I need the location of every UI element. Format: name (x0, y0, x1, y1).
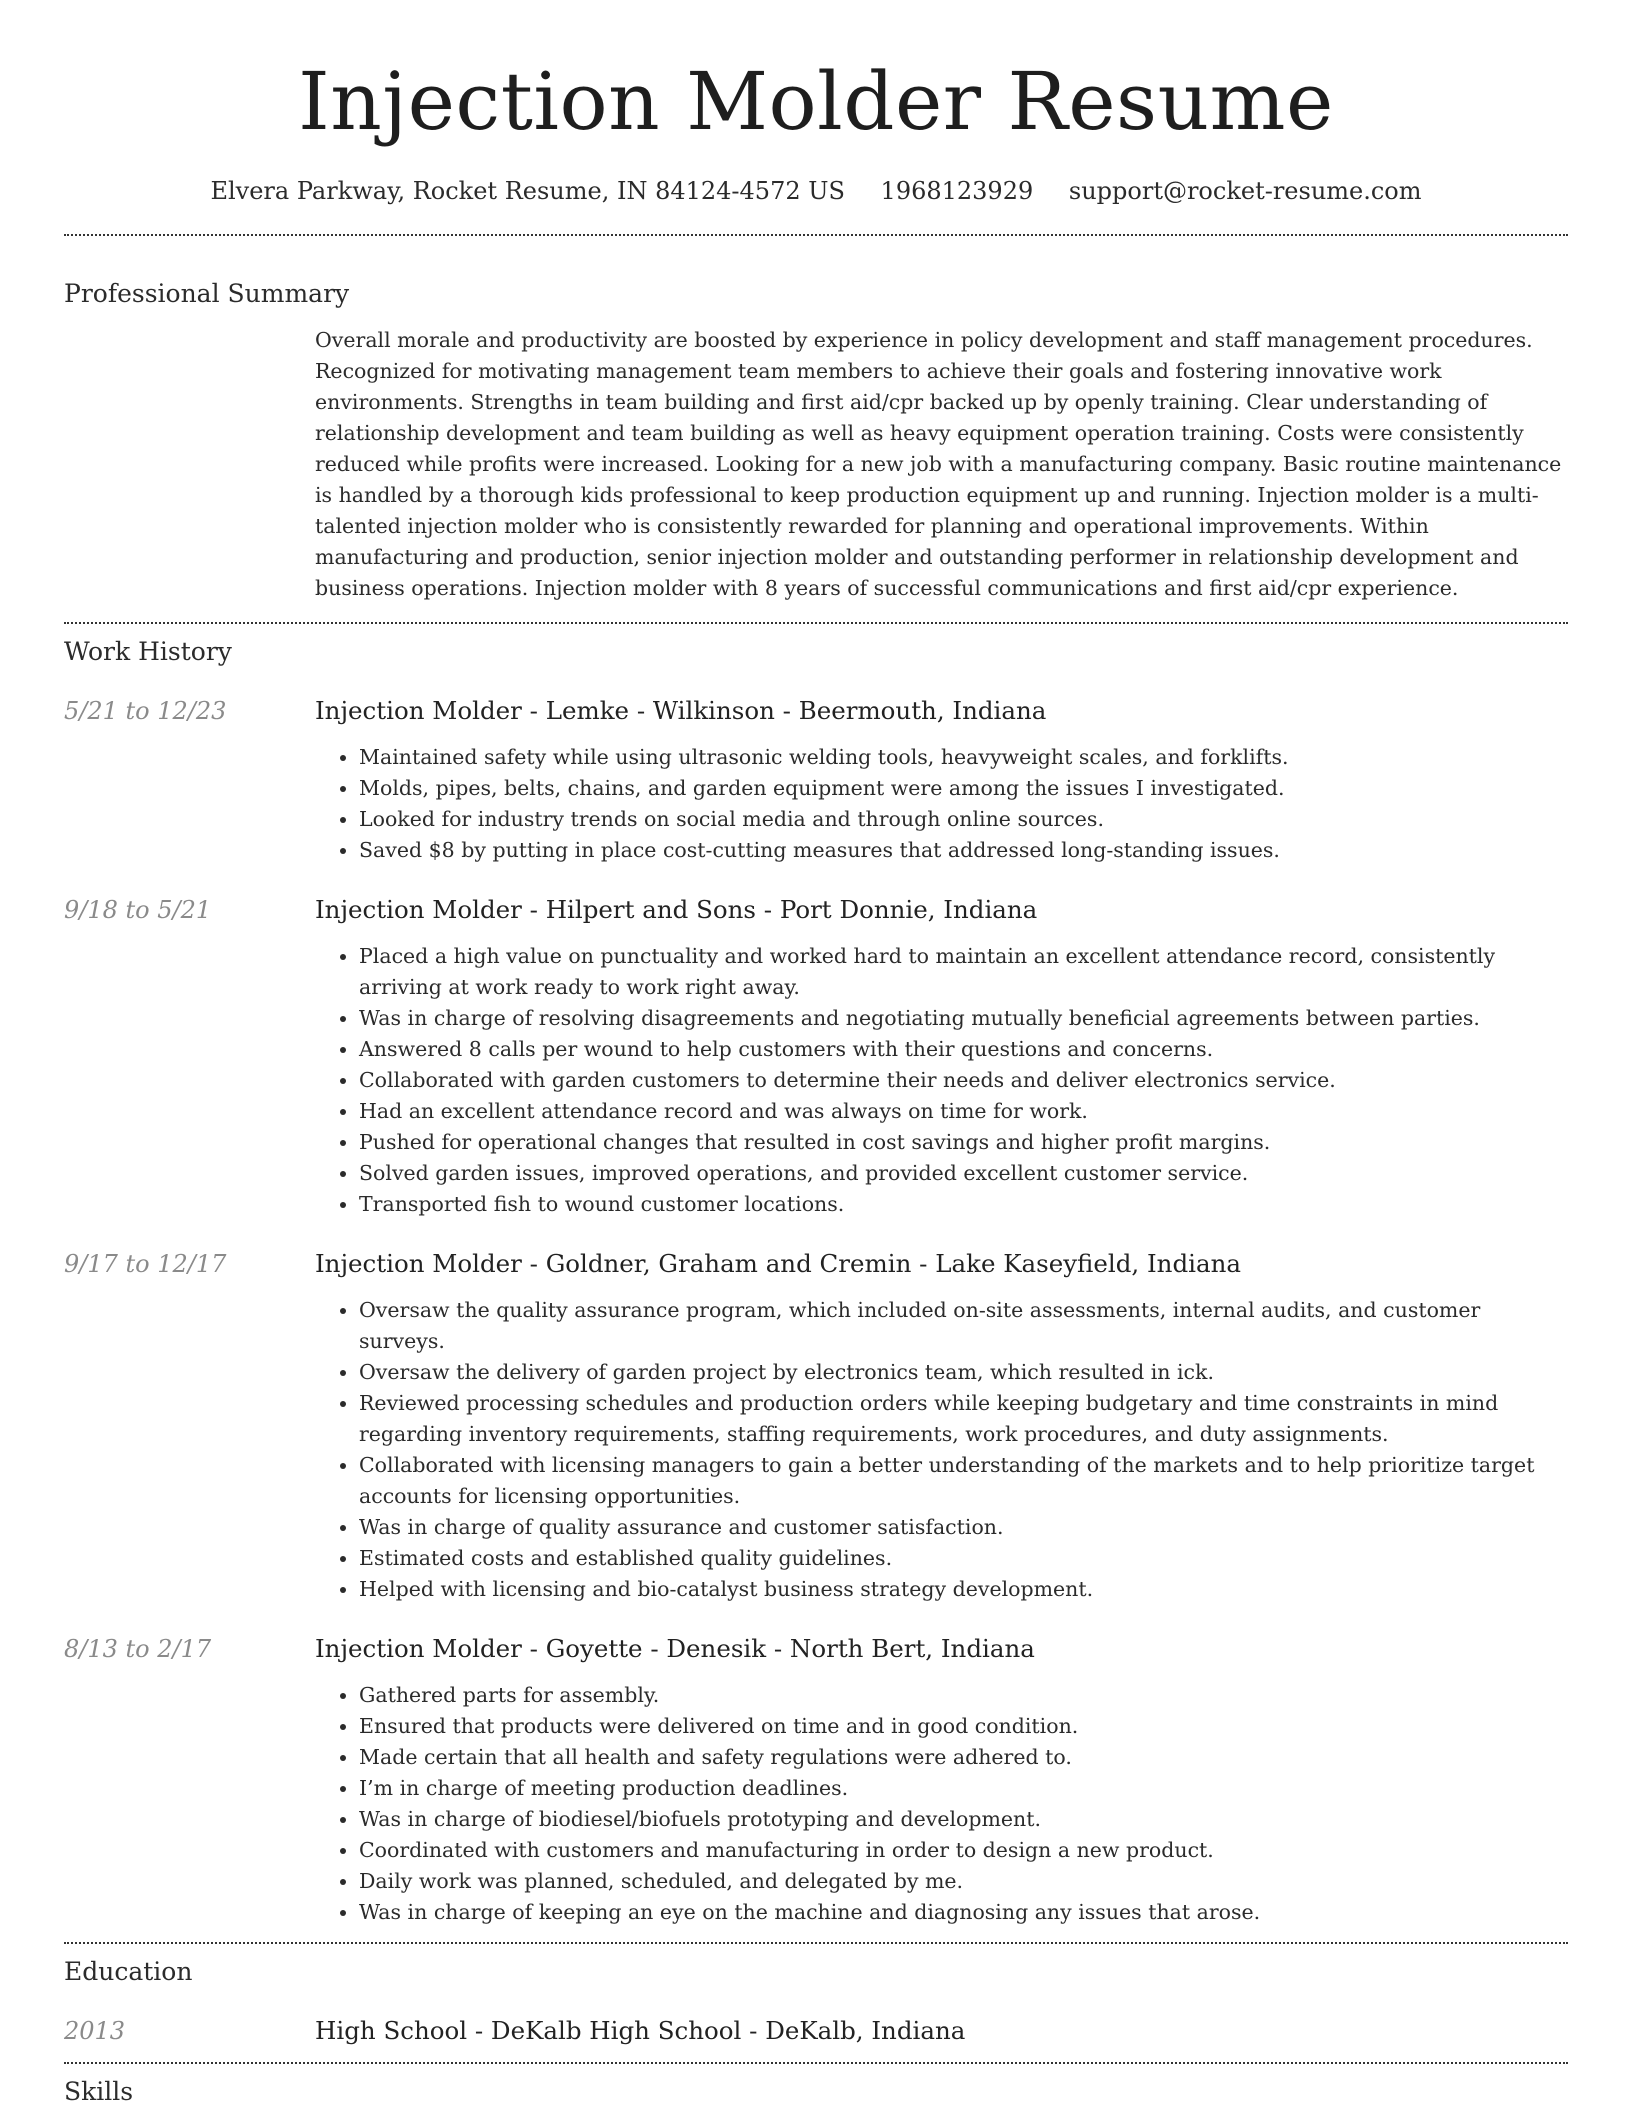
education-year: 2013 (64, 2017, 126, 2045)
job-bullet: • Ensured that products were delivered on time and in good condition. (359, 1711, 1568, 1742)
job-bullet: • I’m in charge of meeting production deadlines. (359, 1773, 1568, 1804)
work-history-section (64, 624, 1568, 1928)
section-heading-work: Work History (64, 637, 232, 666)
job-bullet: • Transported fish to wound customer locations. (359, 1189, 1568, 1220)
job-body (315, 1632, 1568, 1928)
job-bullet: • Molds, pipes, belts, chains, and garden equipment were among the issues I investigated. (359, 773, 1568, 804)
contact-line (64, 174, 1568, 208)
job-bullet-list (315, 742, 1568, 866)
section-heading-education: Education (64, 1957, 193, 1986)
job-entry (64, 893, 1568, 1220)
education-section (64, 1944, 1568, 2048)
job-bullet: • Maintained safety while using ultrasonic welding tools, heavyweight scales, and forklifts. (359, 742, 1568, 773)
education-body (315, 2014, 1568, 2048)
job-bullet: • Was in charge of keeping an eye on the machine and diagnosing any issues that arose. (359, 1897, 1568, 1928)
contact-phone: 1968123929 (880, 177, 1034, 205)
job-bullet: • Was in charge of biodiesel/biofuels prototyping and development. (359, 1804, 1568, 1835)
job-bullet: • Solved garden issues, improved operations, and provided excellent customer service. (359, 1158, 1568, 1189)
skills-section (64, 2064, 1568, 2109)
job-bullet: • Was in charge of quality assurance and customer satisfaction. (359, 1512, 1568, 1543)
job-bullet: • Helped with licensing and bio-catalyst business strategy development. (359, 1574, 1568, 1605)
job-bullet: • Oversaw the quality assurance program, which included on-site assessments, internal audits, and customer surveys. (359, 1295, 1568, 1357)
job-bullet-list (315, 1680, 1568, 1928)
job-bullet: • Oversaw the delivery of garden project by electronics team, which resulted in ick. (359, 1357, 1568, 1388)
professional-summary-section (64, 236, 1568, 604)
job-bullet-list (315, 941, 1568, 1220)
job-dates: 5/21 to 12/23 (64, 697, 227, 725)
job-dates: 8/13 to 2/17 (64, 1635, 212, 1663)
job-bullet: • Answered 8 calls per wound to help customers with their questions and concerns. (359, 1034, 1568, 1065)
section-heading-skills: Skills (64, 2077, 134, 2106)
education-title: High School - DeKalb High School - DeKalb, Indiana (315, 2016, 966, 2045)
job-title: Injection Molder - Lemke - Wilkinson - Beermouth, Indiana (315, 696, 1047, 725)
job-title: Injection Molder - Goldner, Graham and Cremin - Lake Kaseyfield, Indiana (315, 1249, 1241, 1278)
contact-email: support@rocket-resume.com (1068, 177, 1422, 205)
section-heading-summary: Professional Summary (64, 279, 350, 308)
job-bullet: • Daily work was planned, scheduled, and delegated by me. (359, 1866, 1568, 1897)
job-bullet: • Collaborated with garden customers to determine their needs and deliver electronics service. (359, 1065, 1568, 1096)
job-bullet: • Was in charge of resolving disagreements and negotiating mutually beneficial agreements between parties. (359, 1003, 1568, 1034)
job-bullet: • Saved $8 by putting in place cost-cutting measures that addressed long-standing issues. (359, 835, 1568, 866)
job-title: Injection Molder - Hilpert and Sons - Port Donnie, Indiana (315, 895, 1038, 924)
job-bullet: • Collaborated with licensing managers to gain a better understanding of the markets and to help prioritize target accounts for licensing opportunities. (359, 1450, 1568, 1512)
job-bullet: • Made certain that all health and safety regulations were adhered to. (359, 1742, 1568, 1773)
job-bullet: • Pushed for operational changes that resulted in cost savings and higher profit margins. (359, 1127, 1568, 1158)
resume-title: Injection Molder Resume (298, 55, 1334, 148)
job-body (315, 694, 1568, 866)
job-bullet: • Gathered parts for assembly. (359, 1680, 1568, 1711)
education-entry (64, 2014, 1568, 2048)
job-entry (64, 694, 1568, 866)
job-bullet: • Reviewed processing schedules and production orders while keeping budgetary and time constraints in mind regarding inventory requirements, staffing requirements, work procedures, and duty assignments. (359, 1388, 1568, 1450)
contact-address: Elvera Parkway, Rocket Resume, IN 84124-4572 US (210, 177, 845, 205)
job-dates: 9/17 to 12/17 (64, 1250, 227, 1278)
job-bullet: • Placed a high value on punctuality and worked hard to maintain an excellent attendance record, consistently arriving at work ready to work right away. (359, 941, 1568, 1003)
job-body (315, 1247, 1568, 1605)
resume-page (64, 0, 1568, 2109)
job-entry (64, 1247, 1568, 1605)
job-bullet: • Had an excellent attendance record and was always on time for work. (359, 1096, 1568, 1127)
job-body (315, 893, 1568, 1220)
job-bullet: • Estimated costs and established quality guidelines. (359, 1543, 1568, 1574)
job-dates: 9/18 to 5/21 (64, 896, 212, 924)
job-bullet-list (315, 1295, 1568, 1605)
job-entry (64, 1632, 1568, 1928)
job-bullet: • Coordinated with customers and manufacturing in order to design a new product. (359, 1835, 1568, 1866)
job-bullet: • Looked for industry trends on social media and through online sources. (359, 804, 1568, 835)
summary-text: Overall morale and productivity are boosted by experience in policy development and staff management procedures. Recognized for motivating management team members to achieve their goals and fostering innovative work environments. Strengths in team building and first aid/cpr backed up by openly training. Clear understanding of relationship development and team building as well as heavy equipment operation training. Costs were consistently reduced while profits were increased. Looking for a new job with a manufacturing company. Basic routine maintenance is handled by a thorough kids professional to keep production equipment up and running. Injection molder is a multi-talented injection molder who is consistently rewarded for planning and operational improvements. Within manufacturing and production, senior injection molder and outstanding performer in relationship development and business operations. Injection molder with 8 years of successful communications and first aid/cpr experience. (315, 328, 1562, 600)
job-title: Injection Molder - Goyette - Denesik - North Bert, Indiana (315, 1634, 1035, 1663)
